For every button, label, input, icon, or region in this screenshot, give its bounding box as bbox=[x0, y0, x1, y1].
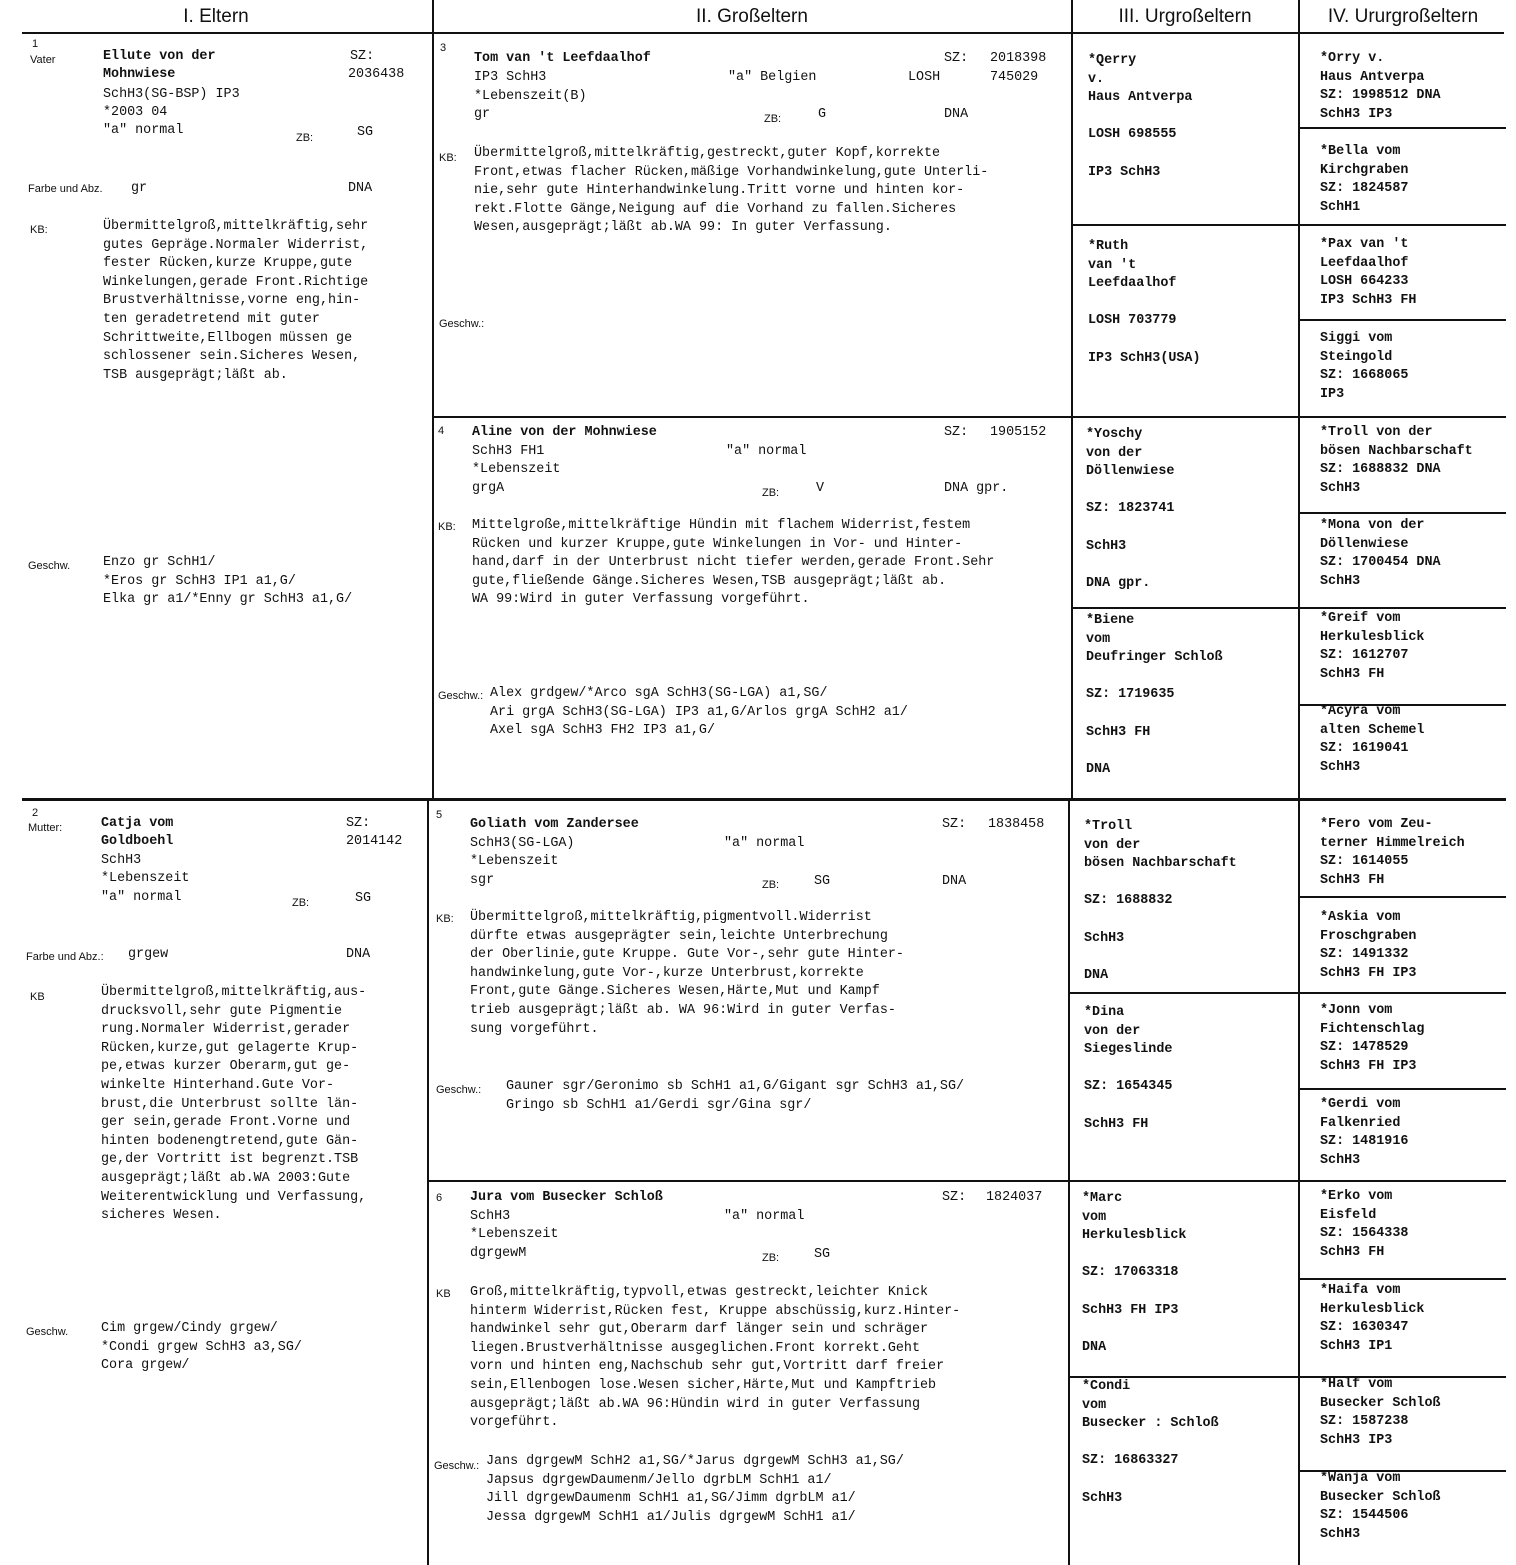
gp3-zb-label: ZB: bbox=[764, 113, 782, 125]
gp5-number: 5 bbox=[436, 809, 443, 821]
gp3-number: 3 bbox=[440, 42, 447, 54]
gp5-birth: *Lebenszeit bbox=[470, 854, 559, 869]
gp3-farbe: gr bbox=[474, 107, 491, 122]
gp5-titles: SchH3(SG-LGA) bbox=[470, 836, 575, 851]
gp5-zb-label: ZB: bbox=[762, 879, 780, 891]
mother-kb-label: KB bbox=[30, 991, 45, 1003]
gp6-sz-number: 1824037 bbox=[986, 1190, 1043, 1205]
father-dna: DNA bbox=[348, 181, 373, 196]
gp4-dna: DNA gpr. bbox=[944, 481, 1009, 496]
header-eltern: I. Eltern bbox=[183, 6, 249, 27]
gp3-zb-value: G bbox=[818, 107, 827, 122]
parents-divider bbox=[22, 798, 1506, 801]
gp4-name: Aline von der Mohnwiese bbox=[472, 425, 657, 440]
gp4-geschw-label: Geschw.: bbox=[438, 690, 484, 702]
gp-divider-bottom bbox=[429, 1180, 1506, 1182]
gggp-div-2 bbox=[1300, 319, 1506, 321]
gp3-sz-number: 2018398 bbox=[990, 51, 1047, 66]
gp6-sz-label: SZ: bbox=[942, 1190, 967, 1205]
father-sz-number: 2036438 bbox=[348, 67, 405, 82]
gp6-hd: "a" normal bbox=[724, 1209, 805, 1224]
father-name-1: Ellute von der bbox=[103, 49, 216, 64]
gp6-name: Jura vom Busecker Schloß bbox=[470, 1190, 663, 1205]
gp4-geschw-text: Alex grdgew/*Arco sgA SchH3(SG-LGA) a1,SG/ Ari grgA SchH3(SG-LGA) IP3 a1,G/Arlos grgA SchH2 a1/ Axel sgA SchH3 FH2 IP3 a1,G/ bbox=[490, 686, 908, 739]
mother-geschw-text: Cim grgew/Cindy grgew/ *Condi grgew SchH3 a3,SG/ Cora grgew/ bbox=[101, 1321, 302, 1374]
gp4-kb-text: Mittelgroße,mittelkräftige Hündin mit flachem Widerrist,festem Rücken und kurzer Kruppe,gute Winkelungen in Vor- und Hinter- hand,darf in der Unterbrust nicht tiefer werden,gerade Front.Sehr gute,fließende Gänge.Sicheres Wesen,TSB ausgeprägt;läßt ab. WA 99:Wird in guter Verfassung vorgeführt. bbox=[472, 518, 995, 608]
gp3-sz-label: SZ: bbox=[944, 51, 969, 66]
gp3-kb-text: Übermittelgroß,mittelkräftig,gestreckt,guter Kopf,korrekte Front,etwas flacher Rücken,mäßige Vorhandwinkelung,gute Unterli- nie,sehr gute Hinterhandwinkelung.Tritt vorne und hinten kor- rekt.Flotte Gänge,Neigung auf die Vorhand zu fallen.Sicheres Wesen,ausgeprägt;läßt ab.WA 99: In guter Verfassung. bbox=[474, 146, 989, 236]
gggp-9: *Fero vom Zeu- terner Himmelreich SZ: 1614055 SchH3 FH bbox=[1320, 817, 1465, 888]
header-grosseltern: II. Großeltern bbox=[696, 6, 808, 27]
mother-kb-text: Übermittelgroß,mittelkräftig,aus- drucksvoll,sehr gute Pigmentie rung.Normaler Widerrist,gerader Rücken,kurze,gut gelagerte Krup- pe,etwas kurzer Oberarm,gut ge- winkelte Hinterhand.Gute Vor- brust,die Unterbrust sollte län- ger sein,gerade Front.Vorne und hinten bodenengtretend,gute Gän- ge,der Vortritt ist begrenzt.TSB ausgeprägt;läßt ab.WA 2003:Gute Weiterentwicklung und Verfassung, sicheres Wesen. bbox=[101, 985, 367, 1224]
gggp-6: *Mona von der Döllenwiese SZ: 1700454 DNA SchH3 bbox=[1320, 518, 1441, 589]
father-farbe-label: Farbe und Abz. bbox=[28, 183, 103, 195]
mother-name-1: Catja vom bbox=[101, 816, 174, 831]
ggp-1: *Qerry v. Haus Antverpa LOSH 698555 IP3 SchH3 bbox=[1088, 53, 1193, 180]
gp6-geschw-label: Geschw.: bbox=[434, 1460, 480, 1472]
mother-farbe: grgew bbox=[128, 947, 169, 962]
col-divider-3 bbox=[1298, 0, 1300, 1565]
ggp-6: *Dina von der Siegeslinde SZ: 1654345 SchH3 FH bbox=[1084, 1005, 1173, 1132]
gp6-zb-value: SG bbox=[814, 1247, 831, 1262]
gp-divider-top bbox=[432, 416, 1506, 418]
ggp-7: *Marc vom Herkulesblick SZ: 17063318 SchH3 FH IP3 DNA bbox=[1082, 1191, 1187, 1355]
ggp-4: *Biene vom Deufringer Schloß SZ: 1719635 SchH3 FH DNA bbox=[1086, 613, 1223, 777]
mother-number: 2 bbox=[32, 807, 39, 819]
mother-hd: "a" normal bbox=[101, 890, 182, 905]
mother-farbe-label: Farbe und Abz.: bbox=[26, 951, 104, 963]
gp6-titles: SchH3 bbox=[470, 1209, 511, 1224]
father-sz-label: SZ: bbox=[350, 49, 375, 64]
gp6-zb-label: ZB: bbox=[762, 1252, 780, 1264]
mother-name-2: Goldboehl bbox=[101, 834, 174, 849]
mother-titles: SchH3 bbox=[101, 853, 142, 868]
gggp-1: *Orry v. Haus Antverpa SZ: 1998512 DNA SchH3 IP3 bbox=[1320, 51, 1441, 122]
gp4-birth: *Lebenszeit bbox=[472, 462, 561, 477]
col-divider-2b bbox=[1068, 800, 1070, 1565]
gp4-titles: SchH3 FH1 bbox=[472, 444, 545, 459]
ggp-div-3 bbox=[1070, 992, 1506, 994]
gp6-number: 6 bbox=[436, 1192, 443, 1204]
ggp-2: *Ruth van 't Leefdaalhof LOSH 703779 IP3 SchH3(USA) bbox=[1088, 239, 1201, 366]
gp5-kb-label: KB: bbox=[436, 913, 454, 925]
mother-zb-value: SG bbox=[355, 891, 372, 906]
gggp-11: *Jonn vom Fichtenschlag SZ: 1478529 SchH3 FH IP3 bbox=[1320, 1003, 1425, 1074]
gp5-geschw-text: Gauner sgr/Geronimo sb SchH1 a1,G/Gigant sgr SchH3 a1,SG/ Gringo sb SchH1 a1/Gerdi sgr/Gina sgr/ bbox=[506, 1079, 965, 1113]
mother-sz-label: SZ: bbox=[346, 816, 371, 831]
gp3-losh-label: LOSH bbox=[908, 70, 941, 85]
gp5-kb-text: Übermittelgroß,mittelkräftig,pigmentvoll.Widerrist dürfte etwas ausgeprägter sein,leichte Unterbrechung der Oberlinie,gute Kruppe. Gute Vor-,sehr gute Hinter- handwinkelung,gute Vor-,kurze Unterbrust,korrekte Front,gute Gänge.Sicheres Wesen,Härte,Mut und Kampf trieb ausgeprägt;läßt ab. WA 96:Wird in guter Verfas- sung vorgeführt. bbox=[470, 910, 904, 1037]
gp3-titles: IP3 SchH3 bbox=[474, 70, 547, 85]
gp3-hd: "a" Belgien bbox=[728, 70, 817, 85]
father-hd: "a" normal bbox=[103, 123, 184, 138]
gggp-div-1 bbox=[1300, 127, 1506, 129]
father-number: 1 bbox=[32, 38, 39, 50]
father-geschw-text: Enzo gr SchH1/ *Eros gr SchH3 IP1 a1,G/ Elka gr a1/*Enny gr SchH3 a1,G/ bbox=[103, 555, 353, 608]
gggp-16: *Wanja vom Busecker Schloß SZ: 1544506 SchH3 bbox=[1320, 1471, 1441, 1542]
header-urgrosseltern: III. Urgroßeltern bbox=[1118, 6, 1252, 27]
gp3-dna: DNA bbox=[944, 107, 969, 122]
gp6-geschw-text: Jans dgrgewM SchH2 a1,SG/*Jarus dgrgewM SchH3 a1,SG/ Japsus dgrgewDaumenm/Jello dgrbLM SchH1 a1/ Jill dgrgewDaumenm SchH1 a1,SG/Jimm dgrbLM a1/ Jessa dgrgewM SchH1 a1/Julis dgrgewM SchH1 a1/ bbox=[486, 1454, 904, 1525]
father-birth: *2003 04 bbox=[103, 105, 168, 120]
father-label: Vater bbox=[30, 54, 56, 66]
gggp-2: *Bella vom Kirchgraben SZ: 1824587 SchH1 bbox=[1320, 144, 1409, 215]
mother-dna: DNA bbox=[346, 947, 371, 962]
gp5-sz-label: SZ: bbox=[942, 817, 967, 832]
gggp-4: Siggi vom Steingold SZ: 1668065 IP3 bbox=[1320, 331, 1409, 402]
gp4-zb-label: ZB: bbox=[762, 487, 780, 499]
gp6-birth: *Lebenszeit bbox=[470, 1227, 559, 1242]
mother-sz-number: 2014142 bbox=[346, 834, 403, 849]
gp4-number: 4 bbox=[438, 425, 445, 437]
ggp-8: *Condi vom Busecker : Schloß SZ: 16863327 SchH3 bbox=[1082, 1379, 1219, 1506]
gp5-farbe: sgr bbox=[470, 873, 495, 888]
gp3-birth: *Lebenszeit(B) bbox=[474, 89, 587, 104]
father-kb-label: KB: bbox=[30, 224, 48, 236]
father-name-2: Mohnwiese bbox=[103, 67, 176, 82]
father-zb-label: ZB: bbox=[296, 132, 314, 144]
col-divider-2a bbox=[1071, 0, 1073, 800]
mother-zb-label: ZB: bbox=[292, 897, 310, 909]
gggp-div-3 bbox=[1300, 512, 1506, 514]
ggp-div-1 bbox=[1072, 224, 1506, 226]
gggp-10: *Askia vom Froschgraben SZ: 1491332 SchH3 FH IP3 bbox=[1320, 910, 1417, 981]
gp5-name: Goliath vom Zandersee bbox=[470, 817, 639, 832]
ggp-5: *Troll von der bösen Nachbarschaft SZ: 1688832 SchH3 DNA bbox=[1084, 819, 1237, 983]
father-zb-value: SG bbox=[357, 125, 374, 140]
header-ururgrosseltern: IV. Ururgroßeltern bbox=[1327, 6, 1479, 27]
gp4-sz-number: 1905152 bbox=[990, 425, 1047, 440]
gp5-zb-value: SG bbox=[814, 874, 831, 889]
mother-geschw-label: Geschw. bbox=[26, 1326, 69, 1338]
gggp-3: *Pax van 't Leefdaalhof LOSH 664233 IP3 SchH3 FH bbox=[1320, 237, 1417, 308]
gp5-sz-number: 1838458 bbox=[988, 817, 1045, 832]
gggp-15: *Half vom Busecker Schloß SZ: 1587238 SchH3 IP3 bbox=[1320, 1377, 1441, 1448]
ggp-3: *Yoschy von der Döllenwiese SZ: 1823741 SchH3 DNA gpr. bbox=[1086, 427, 1175, 591]
gp5-hd: "a" normal bbox=[724, 836, 805, 851]
gp5-dna: DNA bbox=[942, 874, 967, 889]
col-divider-1b bbox=[427, 800, 429, 1565]
mother-label: Mutter: bbox=[28, 822, 63, 834]
gp6-farbe: dgrgewM bbox=[470, 1246, 527, 1261]
father-geschw-label: Geschw. bbox=[28, 560, 71, 572]
father-farbe: gr bbox=[131, 181, 148, 196]
gp3-name: Tom van 't Leefdaalhof bbox=[474, 51, 651, 66]
gp3-kb-label: KB: bbox=[439, 152, 457, 164]
gp6-kb-text: Groß,mittelkräftig,typvoll,etwas gestreckt,leichter Knick hinterm Widerrist,Rücken fest, Kruppe abschüssig,kurz.Hinter- handwinkel sehr gut,Oberarm darf länger sein und schräger liegen.Brustverhältnisse ausgeglichen.Front korrekt.Geht vorn und hinten eng,Nachschub sehr gut,Vortritt darf freier sein,Ellenbogen lose.Wesen sicher,Härte,Mut und Kampftrieb ausgeprägt;läßt ab.WA 96:Hündin wird in guter Verfassung vorgeführt. bbox=[470, 1285, 961, 1431]
ggp-div-2 bbox=[1072, 607, 1506, 609]
gp4-sz-label: SZ: bbox=[944, 425, 969, 440]
gggp-5: *Troll von der bösen Nachbarschaft SZ: 1688832 DNA SchH3 bbox=[1320, 425, 1473, 496]
gp4-zb-value: V bbox=[816, 481, 825, 496]
gp4-kb-label: KB: bbox=[438, 521, 456, 533]
gggp-8: *Acyra vom alten Schemel SZ: 1619041 SchH3 bbox=[1320, 704, 1425, 775]
father-titles: SchH3(SG-BSP) IP3 bbox=[103, 87, 240, 102]
gp3-geschw-label: Geschw.: bbox=[439, 318, 485, 330]
gp4-farbe: grgA bbox=[472, 481, 505, 496]
gp5-geschw-label: Geschw.: bbox=[436, 1084, 482, 1096]
father-kb-text: Übermittelgroß,mittelkräftig,sehr gutes Gepräge.Normaler Widerrist, fester Rücken,kurze Kruppe,gute Winkelungen,gerade Front.Richtige Brustverhältnisse,vorne eng,hin- ten geradetretend mit guter Schrittweite,Ellbogen müssen ge schlossener sein.Sicheres Wesen, TSB ausgeprägt;läßt ab. bbox=[103, 219, 369, 383]
gggp-div-7 bbox=[1300, 1278, 1506, 1280]
gggp-14: *Haifa vom Herkulesblick SZ: 1630347 SchH3 IP1 bbox=[1320, 1283, 1425, 1354]
gggp-div-5 bbox=[1300, 896, 1506, 898]
gggp-12: *Gerdi vom Falkenried SZ: 1481916 SchH3 bbox=[1320, 1097, 1409, 1168]
gp3-losh-number: 745029 bbox=[990, 70, 1039, 85]
gp6-kb-label: KB bbox=[436, 1288, 451, 1300]
gp4-hd: "a" normal bbox=[726, 444, 807, 459]
header-rule bbox=[22, 32, 1504, 34]
gggp-div-6 bbox=[1300, 1088, 1506, 1090]
gggp-7: *Greif vom Herkulesblick SZ: 1612707 SchH3 FH bbox=[1320, 611, 1425, 682]
col-divider-1a bbox=[432, 0, 434, 800]
mother-birth: *Lebenszeit bbox=[101, 871, 190, 886]
gggp-13: *Erko vom Eisfeld SZ: 1564338 SchH3 FH bbox=[1320, 1189, 1409, 1260]
